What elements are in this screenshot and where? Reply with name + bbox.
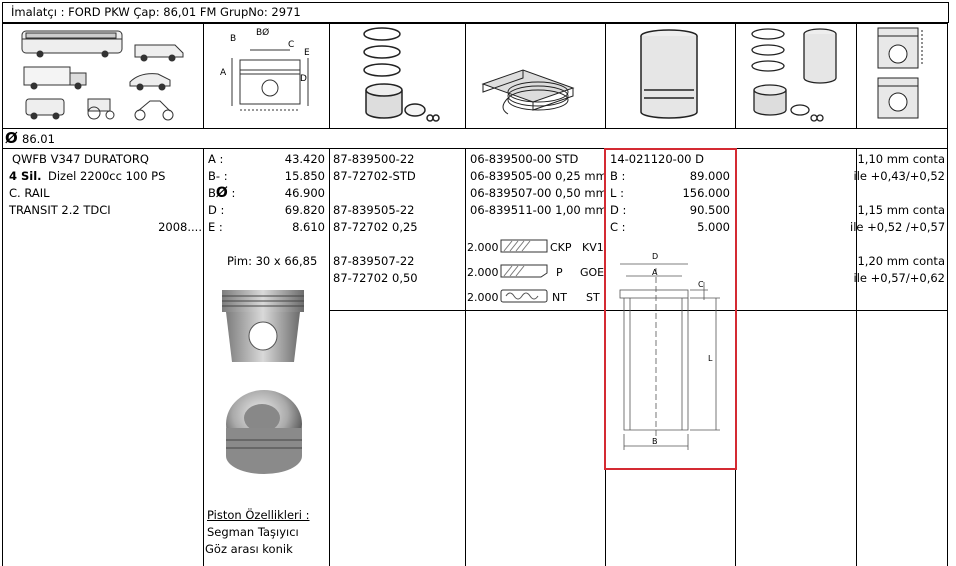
grid-line <box>2 23 3 566</box>
piston-part-number[interactable]: 87-839507-22 <box>333 254 415 268</box>
dim-value: 69.820 <box>284 203 325 217</box>
grid-line <box>329 23 330 129</box>
vehicles-icon <box>20 27 190 123</box>
liner-drawing-label-c: C <box>698 280 704 289</box>
piston-top-image <box>224 388 304 478</box>
fuel-type: Dizel 2200cc 100 PS <box>48 169 166 183</box>
ring-thickness: 2.000 <box>467 291 499 304</box>
grid-line <box>605 23 606 129</box>
diagram-label-e: E <box>304 48 310 58</box>
grid-line <box>2 148 948 149</box>
liner-drawing-label-b: B <box>652 437 658 446</box>
gasket-thickness: 1,20 mm conta <box>857 254 945 268</box>
piston-kit-icon <box>750 26 845 126</box>
piston-part-number[interactable]: 87-72702-STD <box>333 169 416 183</box>
oil-ring-icon <box>500 288 548 304</box>
grid-line <box>2 23 948 24</box>
piston-part-number[interactable]: 87-72702 0,25 <box>333 220 418 234</box>
dim-label: A : <box>208 152 224 166</box>
dim-label: D : <box>208 203 225 217</box>
liner-dim-value: 89.000 <box>689 169 730 183</box>
grid-line <box>947 23 948 566</box>
cylinder-liner-icon <box>634 28 704 122</box>
gasket-thickness: 1,15 mm conta <box>857 203 945 217</box>
gasket-range: ile +0,43/+0,52 <box>853 169 945 183</box>
liner-drawing-label-d: D <box>652 252 659 261</box>
grid-line <box>203 148 204 566</box>
liner-dim-label: L : <box>610 186 624 200</box>
piston-side-image <box>218 288 308 368</box>
liner-technical-drawing <box>612 250 728 456</box>
grid-line <box>465 23 466 129</box>
header-text: İmalatçı : FORD PKW Çap: 86,01 FM GrupNo: 2971 <box>11 5 301 19</box>
piston-part-number[interactable]: 87-72702 0,50 <box>333 271 418 285</box>
diagram-label-a: A <box>220 68 227 78</box>
liner-part-number[interactable]: 14-021120-00 D <box>610 152 704 166</box>
liner-dim-value: 156.000 <box>682 186 730 200</box>
liner-drawing-label-l: L <box>708 354 713 363</box>
piston-dimension-diagram <box>210 30 322 126</box>
ring-thickness: 2.000 <box>467 266 499 279</box>
ring-part-number[interactable]: 06-839507-00 0,50 mm <box>470 186 607 200</box>
dim-value: 46.900 <box>284 186 325 200</box>
ring-type-code: NT <box>552 291 567 304</box>
liner-dim-label: C : <box>610 220 626 234</box>
vehicle-model: TRANSIT 2.2 TDCI <box>9 203 111 217</box>
ring-coating-code: ST <box>586 291 600 304</box>
dim-label: E : <box>208 220 223 234</box>
grid-line <box>856 23 857 129</box>
piston-feature: Göz arası konik <box>205 542 293 556</box>
liner-drawing-label-a: A <box>652 268 658 277</box>
piston-rings-icon <box>360 26 440 126</box>
dim-label-suffix: : <box>227 186 236 200</box>
gasket-range: ile +0,52 /+0,57 <box>850 220 946 234</box>
engine-code: QWFB V347 DURATORQ <box>12 152 149 166</box>
header-bar <box>2 2 949 23</box>
liner-dim-value: 90.500 <box>689 203 730 217</box>
piston-part-number[interactable]: 87-839505-22 <box>333 203 415 217</box>
ring-set-icon <box>478 40 598 120</box>
diameter-icon: Ø <box>5 129 18 147</box>
pin-size: Pim: 30 x 66,85 <box>227 254 318 268</box>
cylinder-count: 4 Sil. <box>9 169 42 183</box>
grid-line <box>329 310 856 311</box>
ring-part-number[interactable]: 06-839505-00 0,25 mm <box>470 169 607 183</box>
liner-dim-label: B : <box>610 169 626 183</box>
diagram-label-b: B <box>230 34 237 44</box>
piston-part-number[interactable]: 87-839500-22 <box>333 152 415 166</box>
ring-type-code: CKP <box>550 241 572 254</box>
piston-section-icon <box>876 26 926 126</box>
dim-value: 8.610 <box>292 220 325 234</box>
dim-value: 43.420 <box>284 152 325 166</box>
grid-line <box>203 23 204 129</box>
dim-label: B- : <box>208 169 228 183</box>
diameter-symbol: Ø <box>215 185 228 201</box>
gasket-range: ile +0,57/+0,62 <box>853 271 945 285</box>
piston-features-title: Piston Özellikleri : <box>207 508 310 522</box>
grid-line <box>2 128 948 129</box>
diagram-label-bo: BØ <box>256 28 270 38</box>
grid-line <box>465 148 466 566</box>
model-year: 2008.... <box>158 220 202 234</box>
dim-label <box>208 185 235 202</box>
taper-ring-icon <box>500 263 548 279</box>
dim-label-letter: B <box>208 186 216 200</box>
dim-value: 15.850 <box>284 169 325 183</box>
diagram-label-d: D <box>300 74 307 84</box>
ring-type-code: P <box>556 266 563 279</box>
piston-feature: Segman Taşıyıcı <box>207 525 299 539</box>
ring-thickness: 2.000 <box>467 241 499 254</box>
grid-line <box>856 310 948 311</box>
compression-ring-icon <box>500 238 548 254</box>
grid-line <box>329 148 330 566</box>
ring-part-number[interactable]: 06-839500-00 STD <box>470 152 579 166</box>
rail-type: C. RAIL <box>9 186 50 200</box>
ring-part-number[interactable]: 06-839511-00 1,00 mm <box>470 203 607 217</box>
grid-line <box>735 23 736 129</box>
gasket-thickness: 1,10 mm conta <box>857 152 945 166</box>
diagram-label-c: C <box>288 40 295 50</box>
ring-coating-code: GOE <box>580 266 605 279</box>
diameter-value: 86.01 <box>22 132 55 146</box>
liner-dim-label: D : <box>610 203 627 217</box>
ring-coating-code: KV1 <box>582 241 604 254</box>
liner-dim-value: 5.000 <box>697 220 730 234</box>
